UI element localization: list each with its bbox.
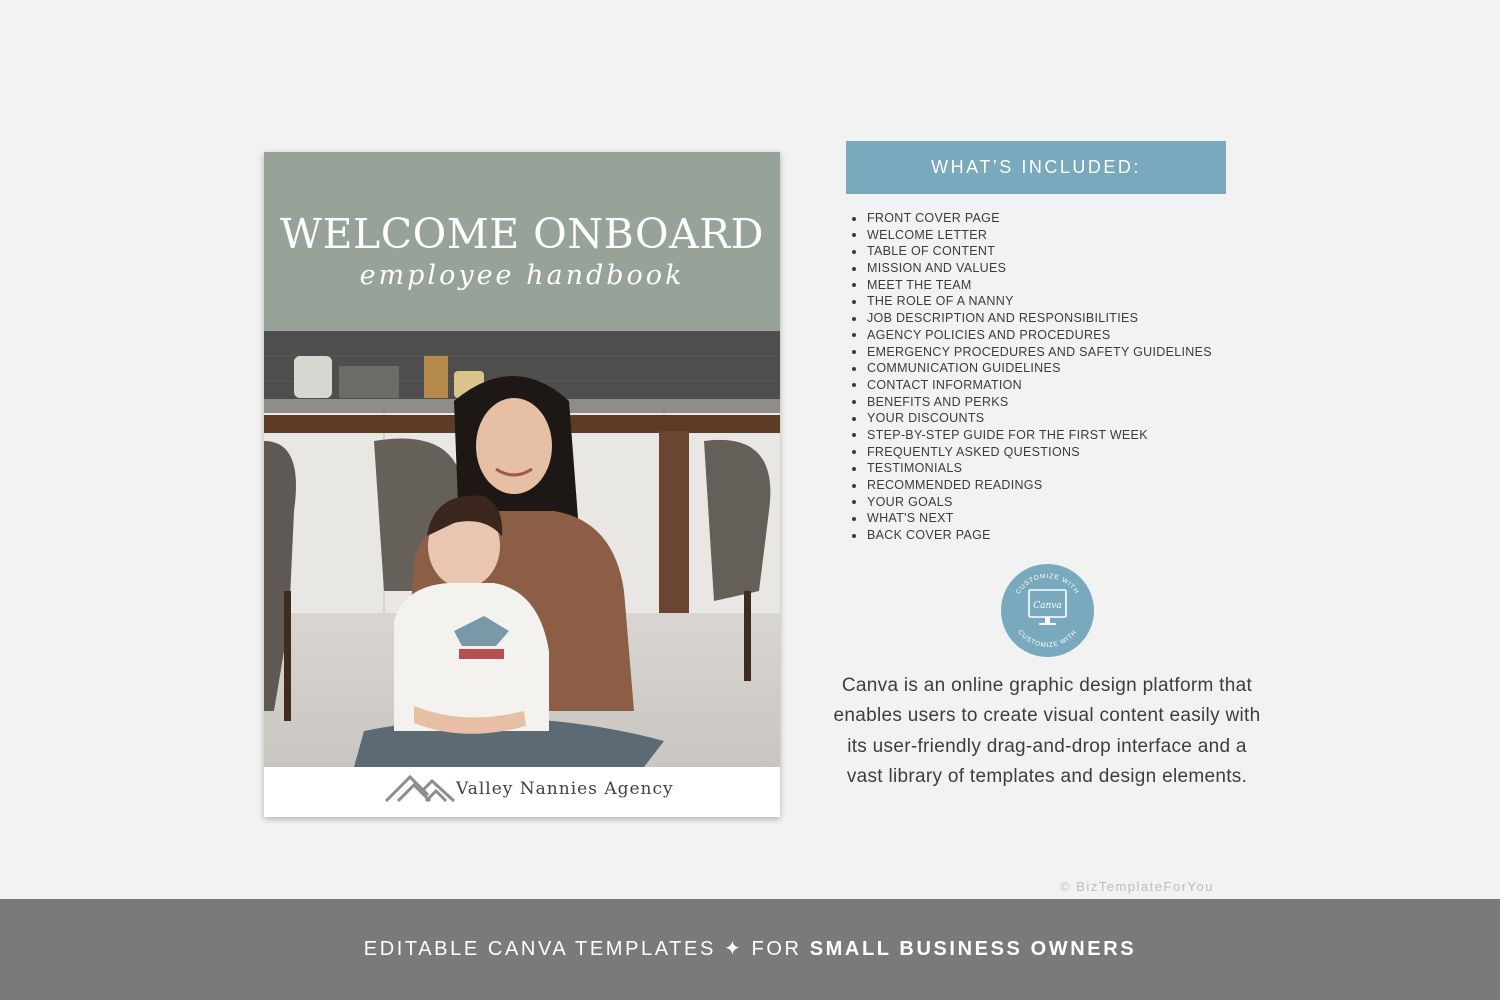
- included-item: YOUR DISCOUNTS: [849, 410, 1212, 427]
- agency-name: Valley Nannies Agency: [456, 779, 674, 799]
- copyright-text: © BizTemplateForYou: [1060, 879, 1214, 894]
- included-item: MEET THE TEAM: [849, 277, 1212, 294]
- customize-with-canva-badge: [1001, 564, 1094, 657]
- included-item: FREQUENTLY ASKED QUESTIONS: [849, 444, 1212, 461]
- canva-description: Canva is an online graphic design platform that enables users to create visual content easily with its user-friendly drag-and-drop interface and a vast library of templates and design elements.: [833, 675, 1261, 787]
- included-item: WHAT'S NEXT: [849, 510, 1212, 527]
- included-item: CONTACT INFORMATION: [849, 377, 1212, 394]
- cover-photo: [264, 331, 780, 767]
- included-item: TESTIMONIALS: [849, 460, 1212, 477]
- included-item: COMMUNICATION GUIDELINES: [849, 360, 1212, 377]
- tagline: [0, 936, 1500, 961]
- canva-logo-text: Canva: [1033, 601, 1062, 611]
- included-item: STEP-BY-STEP GUIDE FOR THE FIRST WEEK: [849, 427, 1212, 444]
- included-item: YOUR GOALS: [849, 494, 1212, 511]
- cover-footer: [264, 767, 780, 817]
- cover-subtitle: employee handbook: [359, 260, 685, 291]
- tagline-regular: EDITABLE CANVA TEMPLATES ✦ FOR: [363, 938, 810, 960]
- tagline-bold: SMALL BUSINESS OWNERS: [809, 938, 1137, 960]
- included-item: AGENCY POLICIES AND PROCEDURES: [849, 327, 1212, 344]
- included-item: MISSION AND VALUES: [849, 260, 1212, 277]
- included-list: [849, 210, 1212, 544]
- mountain-logo-icon: [384, 771, 456, 803]
- included-item: THE ROLE OF A NANNY: [849, 293, 1212, 310]
- included-item: BACK COVER PAGE: [849, 527, 1212, 544]
- included-item: FRONT COVER PAGE: [849, 210, 1212, 227]
- cover-header: [264, 152, 780, 331]
- included-item: EMERGENCY PROCEDURES AND SAFETY GUIDELINES: [849, 344, 1212, 361]
- handbook-cover: [264, 152, 780, 817]
- included-item: RECOMMENDED READINGS: [849, 477, 1212, 494]
- included-item: WELCOME LETTER: [849, 227, 1212, 244]
- included-heading: WHAT’S INCLUDED:: [846, 141, 1226, 194]
- included-item: TABLE OF CONTENT: [849, 243, 1212, 260]
- cover-title: WELCOME ONBOARD: [279, 210, 765, 258]
- included-item: JOB DESCRIPTION AND RESPONSIBILITIES: [849, 310, 1212, 327]
- bottom-band: [0, 899, 1500, 1000]
- badge-ring-text-top: CUSTOMIZE WITH: [1014, 572, 1081, 596]
- badge-ring-text-bottom: CUSTOMIZE WITH: [1016, 628, 1079, 650]
- included-item: BENEFITS AND PERKS: [849, 394, 1212, 411]
